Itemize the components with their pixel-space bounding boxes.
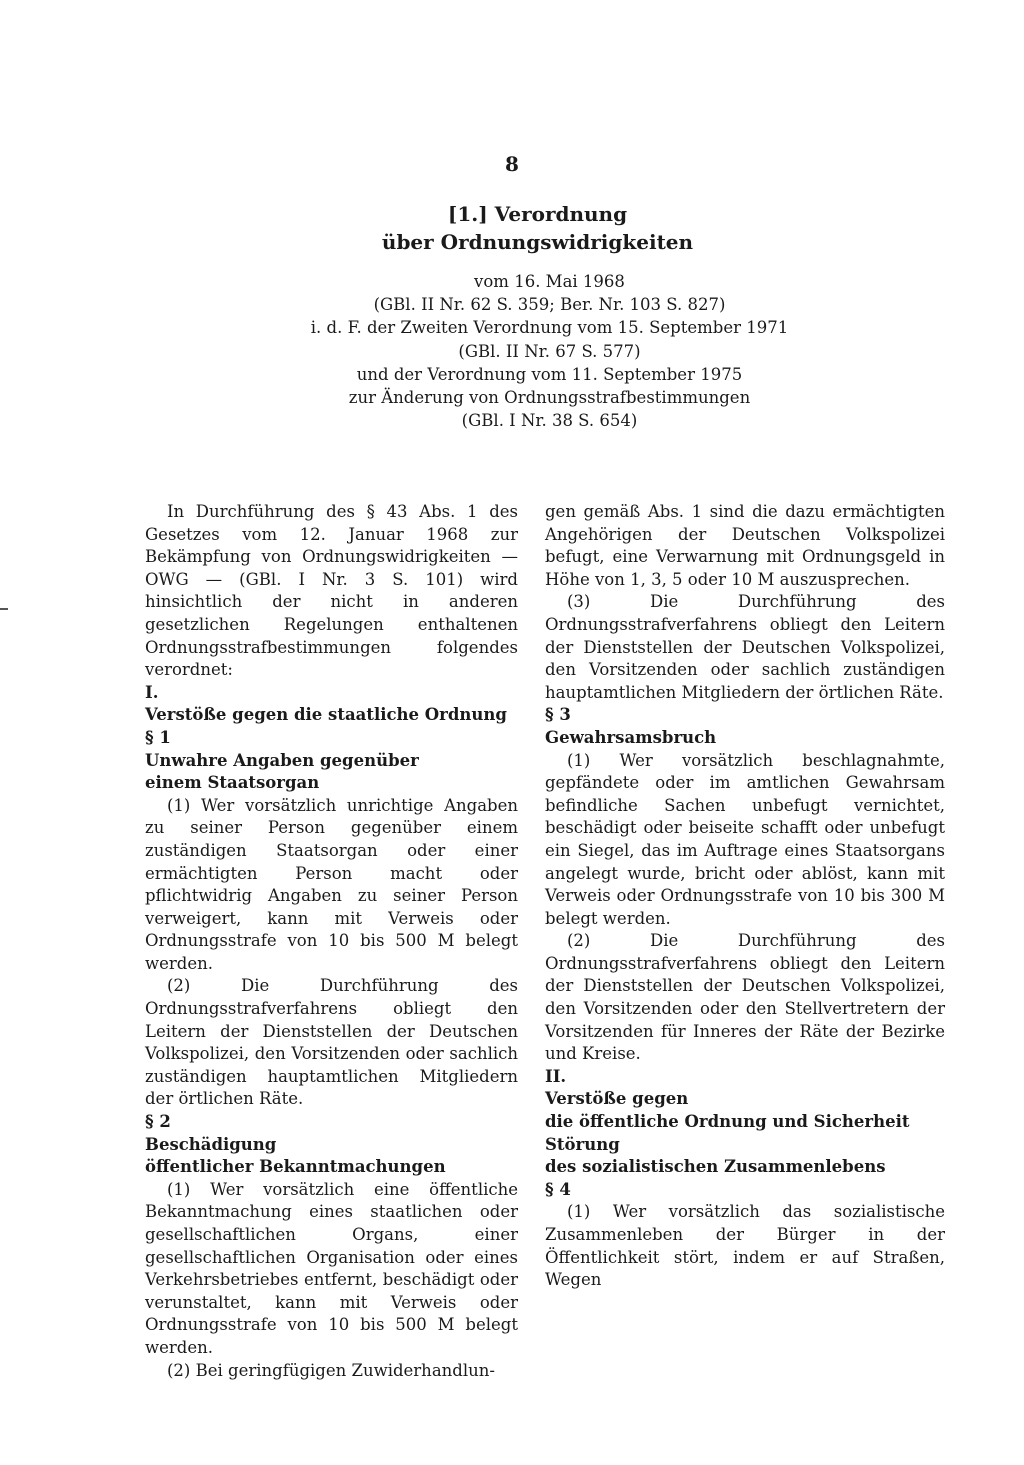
section-1-title: einem Staatsorgan	[145, 773, 320, 793]
subsection-title: Störung	[545, 1134, 620, 1154]
source-line: (GBl. I Nr. 38 S. 654)	[461, 411, 638, 431]
part-1-number: I.	[145, 682, 159, 702]
section-4-number: § 4	[545, 1179, 571, 1199]
part-1-title: Verstöße gegen die staatliche Ordnung	[145, 705, 507, 725]
section-3-number: § 3	[545, 705, 571, 725]
title-line-1: [1.] Verordnung	[447, 202, 628, 226]
source-line: i. d. F. der Zweiten Verordnung vom 15. September 1971	[310, 318, 789, 338]
section-2-paragraph-3: (3) Die Durchführung des Ordnungsstrafverfahrens obliegt den Leitern der Dienststellen der Deutschen Volkspolizei, den Vorsitzenden oder sachlich zuständigen hauptamtlichen Mitgliedern der örtlichen Räte.	[545, 592, 945, 702]
section-2-title: Beschädigung	[145, 1134, 277, 1154]
section-4-paragraph-1: (1) Wer vorsätzlich das sozialistische Zusammenleben der Bürger in der Öffentlichkeit stört, indem er auf Straßen, Wegen	[545, 1202, 945, 1290]
source-line: zur Änderung von Ordnungsstrafbestimmungen	[348, 388, 751, 408]
source-line: vom 16. Mai 1968	[474, 272, 625, 291]
source-line: (GBl. II Nr. 67 S. 577)	[458, 341, 641, 361]
section-2-continuation: gen gemäß Abs. 1 sind die dazu ermächtigten Angehörigen der Deutschen Volkspolizei befugt, eine Verwarnung mit Ordnungsgeld in Höhe von 1, 3, 5 oder 10 M auszusprechen.	[545, 502, 945, 589]
preamble: In Durchführung des § 43 Abs. 1 des Gesetzes vom 12. Januar 1968 zur Bekämpfung von Ordnungswidrigkeiten — OWG — (GBl. I Nr. 3 S. 101) wird hinsichtlich der nicht in anderen gesetzlichen Regelungen enthaltenen Ordnungsstrafbestimmungen folgendes verordnet:	[145, 502, 518, 680]
section-2-number: § 2	[145, 1112, 171, 1132]
section-2-paragraph-1: (1) Wer vorsätzlich eine öffentliche Bekanntmachung eines staatlichen oder gesellschaftlichen Organs, einer gesellschaftlichen Organisation oder eines Verkehrsbetriebes entfernt, beschädigt oder verunstaltet, kann mit Verweis oder Ordnungsstrafe von 10 bis 500 M belegt werden.	[145, 1179, 518, 1357]
section-3-paragraph-1: (1) Wer vorsätzlich beschlagnahmte, gepfändete oder im amtlichen Gewahrsam befindliche Sachen unbefugt vernichtet, beschädigt oder beiseite schafft oder unbefugt ein Siegel, das im Auftrage eines Staatsorgans angelegt wurde, bricht oder ablöst, kann mit Verweis oder Ordnungsstrafe von 10 bis 300 M belegt werden.	[545, 750, 945, 928]
page-number: 8	[505, 152, 519, 176]
left-column	[145, 501, 518, 1382]
section-2-paragraph-2: (2) Bei geringfügigen Zuwiderhandlun-	[167, 1360, 495, 1380]
right-column	[545, 501, 945, 1292]
margin-mark	[0, 608, 8, 610]
source-line: und der Verordnung vom 11. September 1975	[356, 364, 743, 384]
part-2-number: II.	[545, 1066, 567, 1086]
section-1-paragraph-2: (2) Die Durchführung des Ordnungsstrafverfahrens obliegt den Leitern der Dienststellen der Deutschen Volkspolizei, den Vorsitzenden oder sachlich zuständigen hauptamtlichen Mitgliedern der örtlichen Räte.	[145, 976, 518, 1109]
source-references	[262, 270, 837, 432]
source-line: (GBl. II Nr. 62 S. 359; Ber. Nr. 103 S. 827)	[373, 295, 726, 315]
section-2-title: öffentlicher Bekanntmachungen	[145, 1157, 446, 1177]
document-title	[0, 200, 1024, 256]
part-2-title: Verstöße gegen	[545, 1089, 689, 1109]
section-3-title: Gewahrsamsbruch	[545, 727, 717, 747]
subsection-title: des sozialistischen Zusammenlebens	[545, 1157, 886, 1177]
section-1-title: Unwahre Angaben gegenüber	[145, 750, 419, 770]
part-2-title: die öffentliche Ordnung und Sicherheit	[545, 1112, 910, 1132]
section-1-paragraph-1: (1) Wer vorsätzlich unrichtige Angaben zu seiner Person gegenüber einem zuständigen Staatsorgan oder einer ermächtigten Person macht oder pflichtwidrig Angaben zu seiner Person verweigert, kann mit Verweis oder Ordnungsstrafe von 10 bis 500 M belegt werden.	[145, 795, 518, 973]
title-line-2: über Ordnungswidrigkeiten	[381, 230, 694, 254]
section-1-number: § 1	[145, 727, 171, 747]
section-3-paragraph-2: (2) Die Durchführung des Ordnungsstrafverfahrens obliegt den Leitern der Dienststellen der Deutschen Volkspolizei, den Vorsitzenden oder den Stellvertretern der Vorsitzenden für Inneres der Räte der Bezirke und Kreise.	[545, 931, 945, 1064]
